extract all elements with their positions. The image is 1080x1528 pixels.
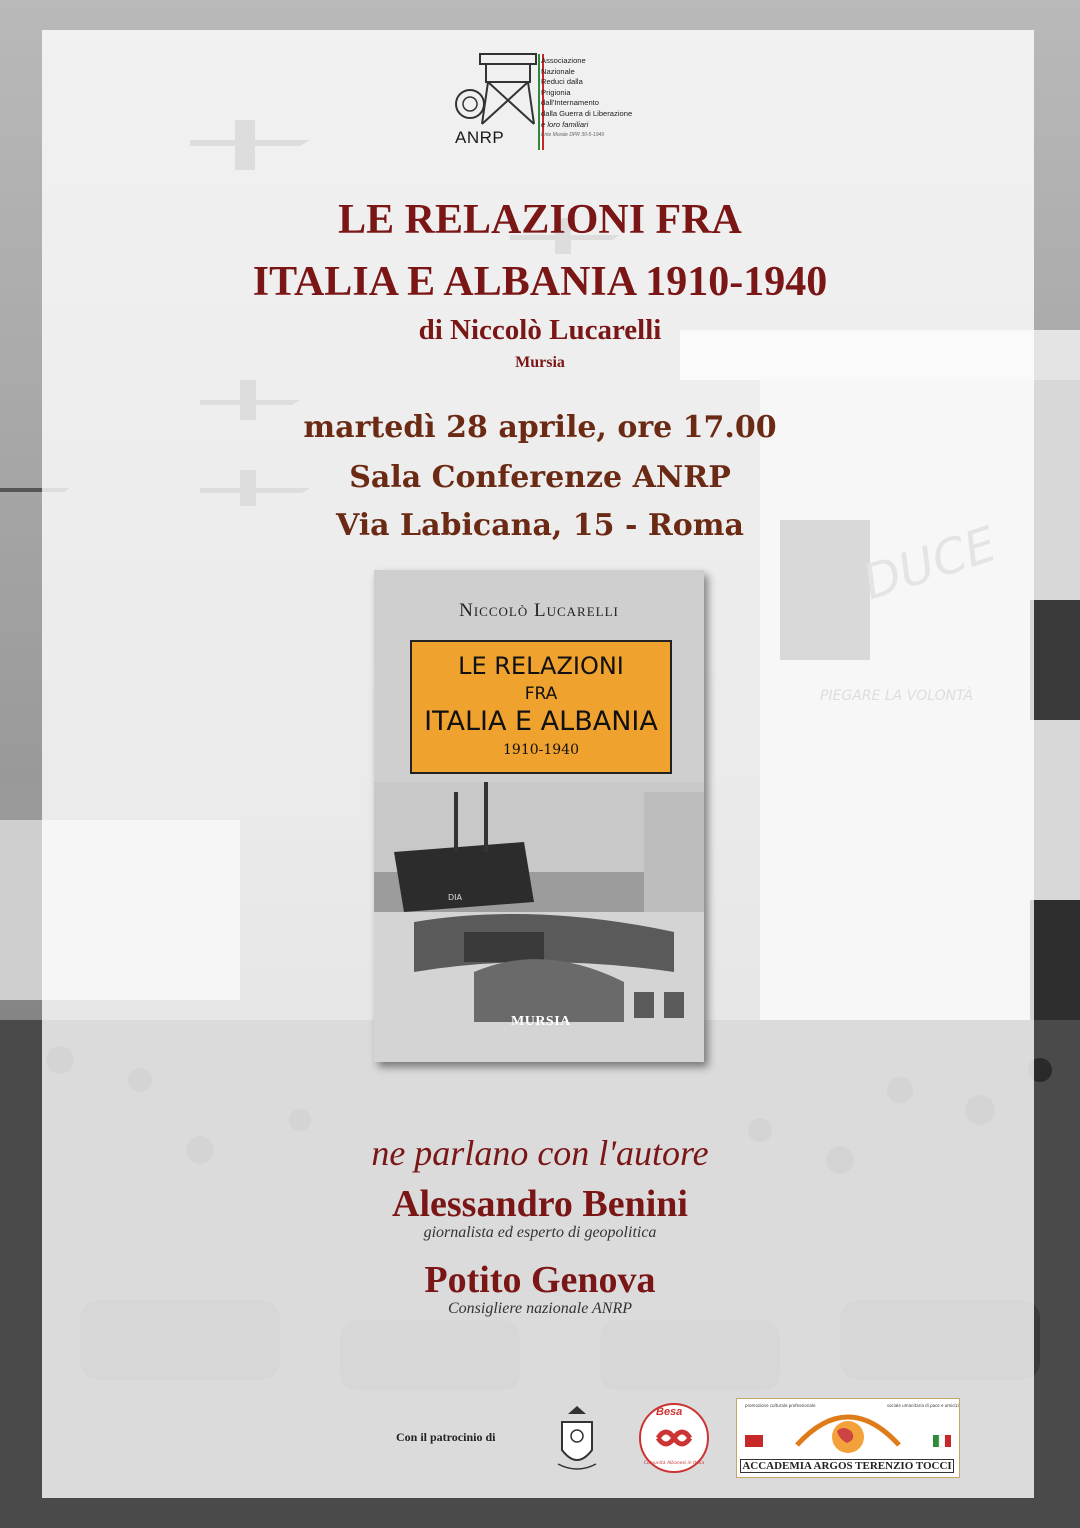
book-cover-title-line1: LE RELAZIONI: [458, 652, 624, 680]
speaker-name: Alessandro Benini: [392, 1183, 688, 1225]
book-publisher: Mursia: [515, 354, 565, 371]
svg-text:Comunità Albanesi in Italia: Comunità Albanesi in Italia: [643, 1461, 705, 1466]
speaker-role: giornalista ed esperto di geopolitica: [423, 1224, 657, 1241]
argos-name: ACCADEMIA ARGOS TERENZIO TOCCI: [740, 1459, 954, 1473]
globe-icon: [737, 1399, 959, 1459]
event-date: martedì 28 aprile, ore 17.00: [303, 410, 777, 445]
book-cover-publisher: MURSIA: [511, 1014, 571, 1029]
event-venue: Sala Conferenze ANRP: [349, 460, 731, 495]
event-title-line2: ITALIA E ALBANIA 1910-1940: [252, 259, 828, 305]
patronage-label: Con il patrocinio di: [396, 1430, 496, 1444]
book-cover-years: 1910-1940: [503, 742, 579, 758]
svg-text:sociale umanitaria di pace e a: sociale umanitaria di pace e amicizia: [887, 1403, 959, 1408]
book-cover-title-line2: FRA: [524, 684, 558, 704]
event-address: Via Labicana, 15 - Roma: [336, 508, 744, 543]
svg-text:DIA: DIA: [448, 893, 462, 902]
besa-label: Besa: [656, 1406, 683, 1418]
logo-text: Associazione Nazionale Reduci dalla Prigionia dall'Internamento dalla Guerra di Liberazione e loro familiari Ente Morale DPR 30-5-1949: [541, 56, 633, 139]
crest-icon: [554, 1404, 600, 1474]
book-cover-author: Niccolò Lucarelli: [459, 600, 619, 621]
speakers-intro: ne parlano con l'autore: [371, 1133, 709, 1173]
book-cover-title-box: [410, 640, 672, 774]
speaker-name: Potito Genova: [424, 1259, 656, 1301]
logo-abbr: ANRP: [455, 128, 505, 147]
book-cover: [374, 570, 704, 1062]
book-author: di Niccolò Lucarelli: [418, 314, 662, 346]
book-cover-title-line3: ITALIA E ALBANIA: [424, 706, 658, 737]
svg-text:promozione culturale professio: promozione culturale professionale: [745, 1403, 816, 1408]
speaker-role: Consigliere nazionale ANRP: [448, 1300, 632, 1317]
event-title-line1: LE RELAZIONI FRA: [338, 197, 742, 243]
